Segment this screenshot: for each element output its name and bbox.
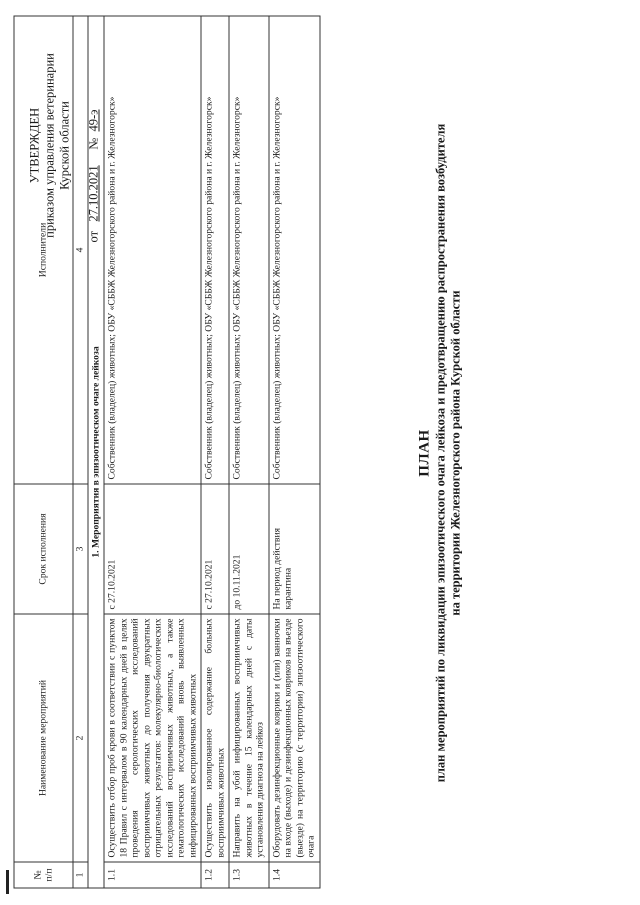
header-measure: Наименование мероприятий — [14, 614, 73, 862]
row-term: На период действия карантина — [268, 484, 319, 614]
header-number: № п/п — [14, 862, 73, 888]
table-row — [104, 16, 201, 888]
approval-title: УТВЕРЖДЕН — [27, 107, 41, 183]
document-subtitle-2: на территории Железногорского района Курской области — [448, 289, 462, 616]
document-titles — [415, 5, 463, 900]
row-measure: Осуществить отбор проб крови в соответствии с пунктом 18 Правил с интервалом в 90 календарных дней в целях проведения серологических исследований восприимчивых животных до получения двукратных отрицательных результатов: молекулярно-биологических исследований восприимчивых животных, а также гематологических исследований вновь выявленных инфицированных восприимчивых животных — [104, 614, 201, 862]
row-term: до 10.11.2021 — [229, 484, 269, 614]
rotated-document — [5, 5, 635, 900]
column-number: 4 — [73, 16, 88, 484]
table-row — [268, 16, 319, 888]
section-row — [87, 16, 104, 888]
plan-table — [13, 15, 320, 888]
row-measure: Осуществить изолированное содержание больных восприимчивых животных — [201, 614, 229, 862]
approval-from-label: от — [86, 230, 100, 242]
row-number: 1.2 — [201, 862, 229, 888]
section-title: 1. Мероприятия в эпизоотическом очаге лейкоза — [87, 16, 104, 888]
scan-edge-mark — [6, 870, 9, 894]
row-executors: Собственник (владелец) животных; ОБУ «СББЖ Железногорского района и г. Железногорск» — [201, 16, 229, 484]
row-executors: Собственник (владелец) животных; ОБУ «СББЖ Железногорского района и г. Железногорск» — [104, 16, 201, 484]
document-subtitle-1: план мероприятий по ликвидации эпизоотического очага лейкоза и предотвращению распространения возбудителя — [433, 123, 447, 782]
row-executors: Собственник (владелец) животных; ОБУ «СББЖ Железногорского района и г. Железногорск» — [268, 16, 319, 484]
document-title: ПЛАН — [416, 428, 432, 477]
approval-date: 27.10.2021 — [86, 164, 100, 222]
row-number: 1.1 — [104, 862, 201, 888]
table-header-row — [14, 16, 73, 888]
column-numbers-row — [73, 16, 88, 888]
row-number: 1.3 — [229, 862, 269, 888]
row-number: 1.4 — [268, 862, 319, 888]
table-row — [229, 16, 269, 888]
header-term: Срок исполнения — [14, 484, 73, 614]
column-number: 2 — [73, 614, 88, 862]
approval-order-org: приказом управления ветеринарии — [42, 52, 56, 238]
table-row — [201, 16, 229, 888]
column-number: 3 — [73, 484, 88, 614]
row-measure: Направить на убой инфицированных восприимчивых животных в течение 15 календарных дней с даты установления диагноза на лейкоз — [229, 614, 269, 862]
row-term: с 27.10.2021 — [104, 484, 201, 614]
header-executors: Исполнители — [14, 16, 73, 484]
row-measure: Оборудовать дезинфекционные коврики и (или) ванночки на входе (выходе) и дезинфекционных ковриков на въезде (выезде) на территорию (с территории) эпизоотического очага — [268, 614, 319, 862]
row-executors: Собственник (владелец) животных; ОБУ «СББЖ Железногорского района и г. Железногорск» — [229, 16, 269, 484]
row-term: с 27.10.2021 — [201, 484, 229, 614]
approval-region: Курской области — [57, 100, 71, 190]
column-number: 1 — [73, 862, 88, 888]
approval-number-sign: № — [86, 137, 100, 150]
approval-number: 49-э — [86, 108, 100, 131]
